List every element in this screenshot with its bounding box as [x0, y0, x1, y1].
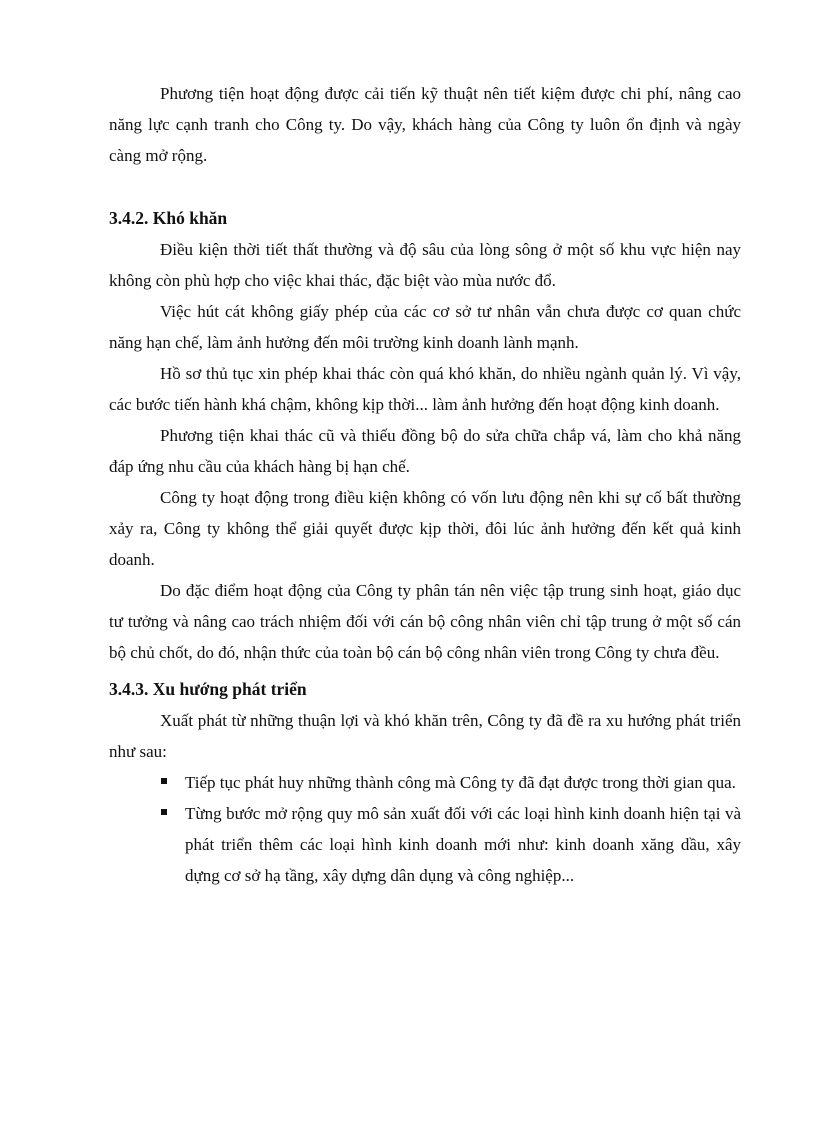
trends-bullet-list [109, 767, 741, 891]
bullet-text-1: Tiếp tục phát huy những thành công mà Công ty đã đạt được trong thời gian qua. [185, 773, 736, 792]
square-bullet-icon [161, 778, 167, 784]
difficulty-paragraph-6: Do đặc điểm hoạt động của Công ty phân tán nên việc tập trung sinh hoạt, giáo dục tư tưởng và nâng cao trách nhiệm đối với cán bộ công nhân viên chỉ tập trung ở một số cán bộ chủ chốt, do đó, nhận thức của toàn bộ cán bộ công nhân viên trong Công ty chưa đều. [109, 581, 741, 662]
difficulty-paragraph-1: Điều kiện thời tiết thất thường và độ sâu của lòng sông ở một số khu vực hiện nay không còn phù hợp cho việc khai thác, đặc biệt vào mùa nước đổ. [109, 240, 741, 290]
list-item [109, 798, 741, 891]
intro-paragraph: Phương tiện hoạt động được cải tiến kỹ thuật nên tiết kiệm được chi phí, nâng cao năng lực cạnh tranh cho Công ty. Do vậy, khách hàng của Công ty luôn ổn định và ngày càng mở rộng. [109, 84, 741, 165]
document-page [109, 78, 741, 891]
heading-difficulties: 3.4.2. Khó khăn [109, 208, 228, 228]
difficulty-paragraph-4: Phương tiện khai thác cũ và thiếu đồng bộ do sửa chữa chắp vá, làm cho khả năng đáp ứng nhu cầu của khách hàng bị hạn chế. [109, 426, 741, 476]
bullet-text-2: Từng bước mở rộng quy mô sản xuất đối với các loại hình kinh doanh hiện tại và phát triển thêm các loại hình kinh doanh mới như: kinh doanh xăng dầu, xây dựng cơ sở hạ tầng, xây dựng dân dụng và công nghiệp... [185, 804, 741, 885]
list-item [109, 767, 741, 798]
difficulty-paragraph-5: Công ty hoạt động trong điều kiện không có vốn lưu động nên khi sự cố bất thường xảy ra, Công ty không thể giải quyết được kịp thời, đôi lúc ảnh hưởng đến kết quả kinh doanh. [109, 488, 741, 569]
difficulty-paragraph-3: Hồ sơ thủ tục xin phép khai thác còn quá khó khăn, do nhiều ngành quản lý. Vì vậy, các bước tiến hành khá chậm, không kịp thời... làm ảnh hưởng đến hoạt động kinh doanh. [109, 364, 741, 414]
difficulty-paragraph-2: Việc hút cát không giấy phép của các cơ sở tư nhân vẫn chưa được cơ quan chức năng hạn chế, làm ảnh hưởng đến môi trường kinh doanh lành mạnh. [109, 302, 741, 352]
trends-intro-paragraph: Xuất phát từ những thuận lợi và khó khăn trên, Công ty đã đề ra xu hướng phát triển như sau: [109, 711, 741, 761]
heading-development-trends: 3.4.3. Xu hướng phát triển [109, 679, 307, 699]
square-bullet-icon [161, 809, 167, 815]
